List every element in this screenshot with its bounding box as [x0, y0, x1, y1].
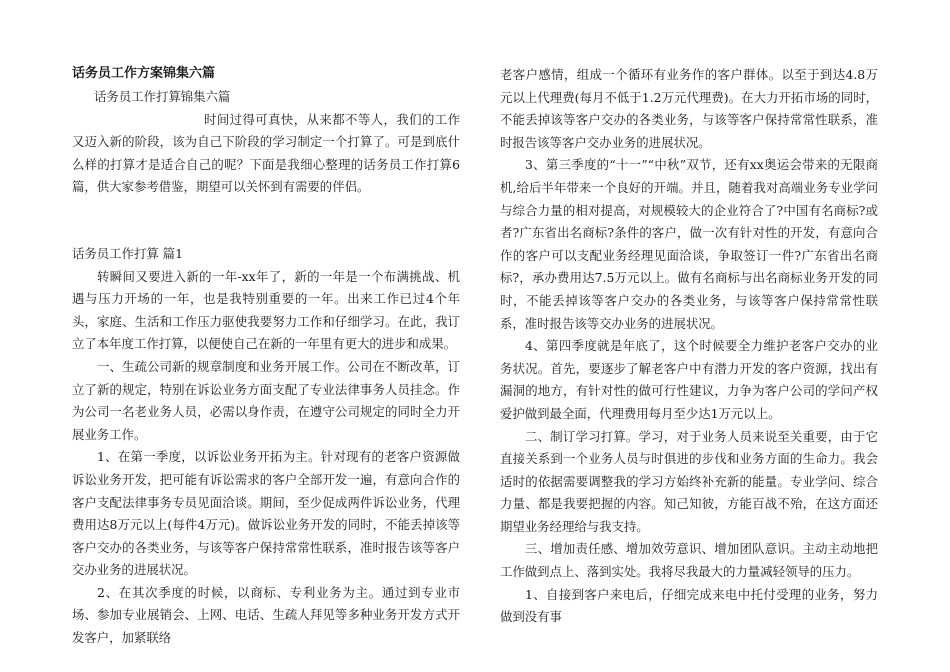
paragraph: 转瞬间又要进入新的一年-xx年了，新的一年是一个布满挑战、机遇与压力开场的一年，也是我特别重要的一年。出来工作已过4个年头，家庭、生活和工作压力驱使我要努力工作和仔细学习。在此，我订立了本年度工作打算，以便使自己在新的一年里有更大的进步和成果。	[72, 268, 460, 352]
document-subtitle: 话务员工作打算锦集六篇	[94, 89, 231, 104]
spacer	[72, 221, 460, 243]
intro-paragraph: 时间过得可真快，从来都不等人，我们的工作又迈入新的阶段，该为自己下阶段的学习制定一个打算了。可是到底什么样的打算才是适合自己的呢？下面是我细心整理的话务员工作打算6篇，供大家参考借鉴，期望可以关怀到有需要的伴侣。	[72, 111, 460, 195]
paragraph: 3、第三季度的“十一”“中秋”双节，还有xx奥运会带来的无限商机,给后半年带来一个良好的开端。并且，随着我对高端业务专业学问与综合力量的相对提高，对规模较大的企业符合了?中国有名商标?或者?广东省出名商标?条件的客户，做一次有针对性的开发，有意向合作的客户可以支配业务经理见面洽谈，争取签订一件?广东省出名商标?，承办费用达7.5万元以上。做有名商标与出名商标业务开发的同时，不能丢掉该等客户交办的各类业务，与该等客户保持常常性联系，准时报告该等交办业务的进展状况。	[500, 157, 878, 331]
paragraph: 1、在第一季度，以诉讼业务开拓为主。针对现有的老客户资源做诉讼业务开发，把可能有诉讼需求的客户全部开发一遍，有意向合作的客户支配法律事务专员见面洽谈。期间，至少促成两件诉讼业务，代理费用达8万元以上(每件4万元)。做诉讼业务开发的同时，不能丢掉该等客户交办的各类业务，与该等客户保持常常性联系，准时报告该等客户交办业务的进展状况。	[72, 449, 460, 578]
paragraph: 三、增加责任感、增加效劳意识、增加团队意识。主动主动地把工作做到点上、落到实处。我将尽我最大的力量减轻领导的压力。	[500, 541, 878, 580]
paragraph: 老客户感情，组成一个循环有业务作的客户群体。以至于到达4.8万元以上代理费(每月不低于1.2万元代理费)。在大力开拓市场的同时，不能丢掉该等客户交办的各类业务，与该等客户保持常常性联系，准时报告该等客户交办业务的进展状况。	[500, 67, 878, 150]
paragraph: 1、自接到客户来电后，仔细完成来电中托付受理的业务，努力做到没有事	[500, 586, 878, 625]
right-column	[500, 64, 878, 629]
section-heading: 话务员工作打算 篇1	[72, 245, 183, 261]
paragraph: 4、第四季度就是年底了，这个时候要全力维护老客户交办的业务状况。首先，要逐步了解老客户中有潜力开发的客户资源，找出有漏洞的地方，有针对性的做可行性建议，力争为客户公司的学问产权爱护做到最全面，代理费用每月至少达1万元以上。	[500, 338, 878, 421]
left-column	[72, 62, 460, 650]
document-title: 话务员工作方案锦集六篇	[72, 66, 216, 81]
paragraph: 2、在其次季度的时候，以商标、专利业务为主。通过到专业市场、参加专业展销会、上网、电话、生疏人拜见等多种业务开发方式开发客户，加紧联络	[72, 584, 460, 646]
paragraph: 二、制订学习打算。学习，对于业务人员来说至关重要，由于它直接关系到一个业务人员与时俱进的步伐和业务方面的生命力。我会适时的依据需要调整我的学习方始终补充新的能量。专业学问、综合力量、都是我要把握的内容。知己知彼，方能百战不殆，在这方面还期望业务经理给与我支持。	[500, 428, 878, 534]
paragraph: 一、生疏公司新的规章制度和业务开展工作。公司在不断改革，订立了新的规定，特别在诉讼业务方面支配了专业法律事务人员挂念。作为公司一名老业务人员，必需以身作责，在遵守公司规定的同时全力开展业务工作。	[72, 358, 460, 442]
spacer	[72, 199, 460, 221]
